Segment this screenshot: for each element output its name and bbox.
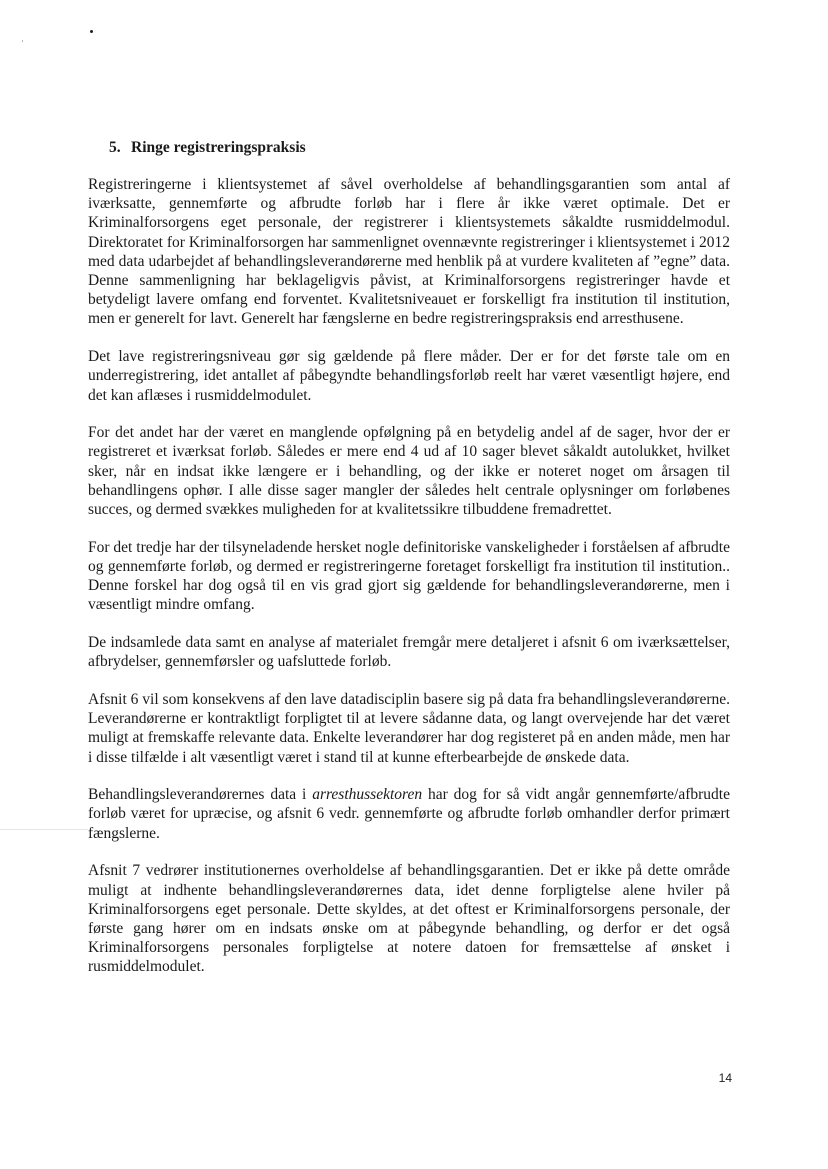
section-number: 5.: [109, 139, 121, 156]
page-number: 14: [718, 1071, 732, 1085]
paragraph: De indsamlede data samt en analyse af materialet fremgår mere detaljeret i afsnit 6 om iværksættelser, afbrydelser, gennemførsler og uafsluttede forløb.: [88, 634, 730, 671]
paragraph: For det tredje har der tilsyneladende hersket nogle definitoriske vanskeligheder i forståelsen af afbrudte og gennemførte forløb, og dermed er registreringerne foretaget forskelligt fra institution til institution.. Denne forskel har dog også til en vis grad gjort sig gældende for behandlingsleverandørerne, men i væsentligt mindre omfang.: [88, 538, 730, 614]
paragraph: Afsnit 7 vedrører institutionernes overholdelse af behandlingsgarantien. Det er ikke på dette område muligt at indhente behandlingsleverandørernes data, idet denne forpligtelse alene hviler på Kriminalforsorgens eget personale. Dette skyldes, at det oftest er Kriminalforsorgens personale, der første gang hører om en indsats ønske om at påbegynde behandling, og derfor er det også Kriminalforsorgens personales forpligtelse at notere datoen for fremsættelse af ønsket i rusmiddelmodulet.: [88, 862, 730, 976]
paragraph-text: Behandlingsleverandørernes data i: [88, 786, 313, 804]
section-title: Ringe registreringspraksis: [131, 139, 306, 156]
scan-artifact-line: [0, 829, 88, 830]
paragraph: For det andet har der været en manglende opfølgning på en betydelig andel af de sager, hvor der er registreret et iværksat forløb. Således er mere end 4 ud af 10 sager blevet såkaldt autolukket, hvilket sker, når en indsat ikke længere er i behandling, og der ikke er noteret noget om årsagen til behandlingens ophør. I alle disse sager mangler der således helt centrale oplysninger om forløbenes succes, og dermed svækkes muligheden for at kvalitetssikre tilbuddene fremadrettet.: [88, 424, 730, 519]
document-body: [88, 138, 730, 995]
scan-speck: [90, 30, 93, 33]
scan-speck: [22, 40, 23, 42]
paragraph: Det lave registreringsniveau gør sig gældende på flere måder. Der er for det første tale om en underregistrering, idet antallet af påbegyndte behandlingsforløb reelt har været væsentligt højere, end det kan aflæses i rusmiddelmodulet.: [88, 348, 730, 404]
paragraph: Afsnit 6 vil som konsekvens af den lave datadisciplin basere sig på data fra behandlingsleverandørerne. Leverandørerne er kontraktligt forpligtet til at levere sådanne data, og langt overvejende har det været muligt at fremskaffe relevante data. Enkelte leverandører har dog registeret på en anden måde, men har i disse tilfælde i alt væsentligt været i stand til at kunne efterbearbejde de ønskede data.: [88, 690, 730, 766]
emphasized-term: arresthussektoren: [312, 786, 423, 804]
section-heading: [109, 138, 730, 157]
paragraph: [88, 785, 730, 843]
paragraph-text: har dog for så vidt angår gennemførte/afbrudte forløb været for upræcise, og afsnit 6 vedr. gennemførte og afbrudte forløb omhandler derfor primært fængslerne.: [88, 786, 730, 842]
paragraph: Registreringerne i klientsystemet af såvel overholdelse af behandlingsgarantien som antal af iværksatte, gennemførte og afbrudte forløb har i flere år ikke været optimale. Det er Kriminalforsorgens eget personale, der registrerer i klientsystemets såkaldte rusmiddelmodul. Direktoratet for Kriminalforsorgen har sammenlignet ovennævnte registreringer i klientsystemet i 2012 med data udarbejdet af behandlingsleverandørerne med henblik på at vurdere kvaliteten af ”egne” data. Denne sammenligning har beklageligvis påvist, at Kriminalforsorgens registreringer havde et betydeligt lavere omfang end forventet. Kvalitetsniveauet er forskelligt fra institution til institution, men er generelt for lavt. Generelt har fængslerne en bedre registreringspraksis end arresthusene.: [88, 176, 730, 328]
